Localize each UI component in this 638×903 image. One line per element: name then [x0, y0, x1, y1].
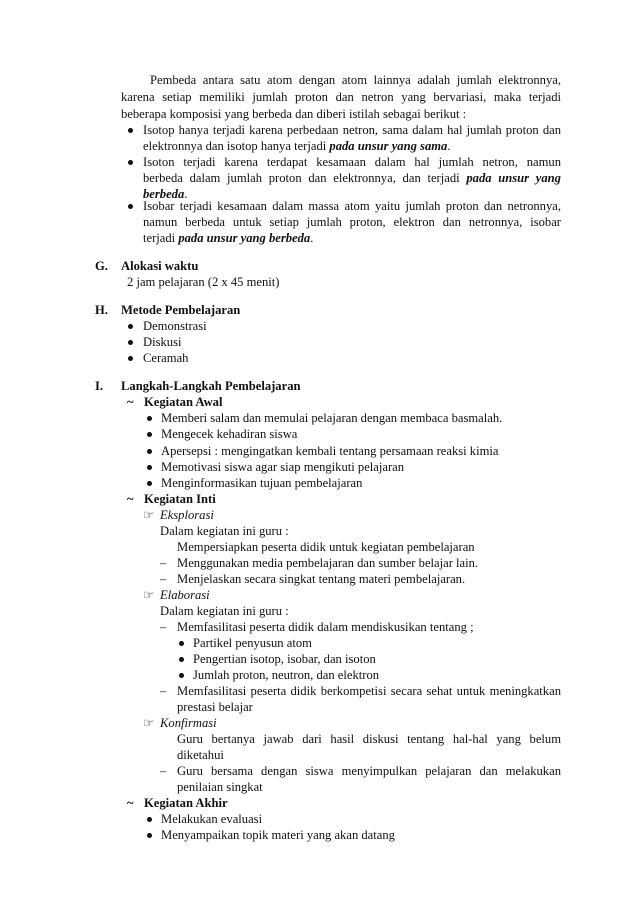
dash-icon: – — [160, 572, 167, 586]
metode-item: Ceramah — [143, 351, 189, 365]
elaborasi-title: Elaborasi — [160, 588, 210, 602]
kegiatan-akhir-title: Kegiatan Akhir — [144, 796, 228, 810]
section-i-title: Langkah-Langkah Pembelajaran — [121, 379, 301, 393]
bullet-icon — [147, 416, 152, 421]
akhir-item: Menyampaikan topik materi yang akan datang — [161, 828, 395, 842]
bullet-icon — [147, 465, 152, 470]
isobar-line-1: Isobar terjadi kesamaan dalam massa atom yaitu jumlah proton dan netronnya, — [143, 199, 561, 213]
pointing-hand-icon: ☞ — [143, 716, 155, 730]
bullet-icon — [179, 641, 184, 646]
bullet-icon — [147, 432, 152, 437]
bullet-icon — [179, 657, 184, 662]
section-i-letter: I. — [95, 379, 104, 393]
bullet-icon — [147, 817, 152, 822]
tilde-icon: ~ — [127, 395, 134, 409]
isobar-line-2: namun berbeda untuk setiap jumlah proton, elektron dan netronnya, isobar — [143, 215, 561, 229]
bullet-icon — [147, 481, 152, 486]
bullet-icon — [128, 160, 133, 165]
awal-item: Mengecek kehadiran siswa — [161, 427, 298, 441]
eksplorasi-dash-item: Menjelaskan secara singkat tentang materi pembelajaran. — [177, 572, 466, 586]
bullet-icon — [179, 673, 184, 678]
bullet-icon — [128, 356, 133, 361]
eksplorasi-dash-item: Menggunakan media pembelajaran dan sumber belajar lain. — [177, 556, 479, 570]
elaborasi-sub-item: Pengertian isotop, isobar, dan isoton — [193, 652, 376, 666]
elaborasi-dash-item-cont: prestasi belajar — [177, 700, 253, 714]
bullet-icon — [128, 340, 133, 345]
kegiatan-inti-title: Kegiatan Inti — [144, 492, 216, 506]
konfirmasi-line-2: diketahui — [177, 748, 224, 762]
isotop-line-1: Isotop hanya terjadi karena perbedaan netron, sama dalam hal jumlah proton dan — [143, 123, 561, 137]
dash-icon: – — [160, 764, 167, 778]
dash-icon: – — [160, 684, 167, 698]
konfirmasi-dash-item: Guru bersama dengan siswa menyimpulkan pelajaran dan melakukan — [177, 764, 561, 778]
bullet-icon — [128, 204, 133, 209]
bullet-icon — [128, 128, 133, 133]
section-h-title: Metode Pembelajaran — [121, 303, 241, 317]
dash-icon: – — [160, 620, 167, 634]
tilde-icon: ~ — [127, 492, 134, 506]
bullet-icon — [128, 324, 133, 329]
eksplorasi-intro: Dalam kegiatan ini guru : — [160, 524, 289, 538]
intro-line-3: beberapa komposisi yang berbeda dan diberi istilah sebagai berikut : — [121, 107, 467, 121]
isotop-line-2: elektronnya dan isotop hanya terjadi pada unsur yang sama. — [143, 139, 451, 153]
isoton-line-1: Isoton terjadi karena terdapat kesamaan dalam hal jumlah netron, namun — [143, 155, 561, 169]
eksplorasi-line: Mempersiapkan peserta didik untuk kegiatan pembelajaran — [177, 540, 475, 554]
section-g-text: 2 jam pelajaran (2 x 45 menit) — [127, 275, 280, 289]
awal-item: Memotivasi siswa agar siap mengikuti pelajaran — [161, 460, 405, 474]
elaborasi-intro: Dalam kegiatan ini guru : — [160, 604, 289, 618]
bullet-icon — [147, 449, 152, 454]
kegiatan-awal-title: Kegiatan Awal — [144, 395, 223, 409]
section-h-letter: H. — [95, 303, 108, 317]
isoton-line-2: berbeda dalam jumlah proton dan elektronnya, dan terjadi pada unsur yang — [143, 171, 561, 185]
intro-line-1: Pembeda antara satu atom dengan atom lainnya adalah jumlah elektronnya, — [150, 73, 561, 87]
konfirmasi-title: Konfirmasi — [160, 716, 217, 730]
elaborasi-dash-item: Memfasilitasi peserta didik dalam mendiskusikan tentang ; — [177, 620, 474, 634]
elaborasi-sub-item: Jumlah proton, neutron, dan elektron — [193, 668, 380, 682]
section-g-letter: G. — [95, 259, 108, 273]
metode-item: Diskusi — [143, 335, 182, 349]
pointing-hand-icon: ☞ — [143, 508, 155, 522]
isobar-line-3: terjadi pada unsur yang berbeda. — [143, 231, 314, 245]
elaborasi-dash-item: Memfasilitasi peserta didik berkompetisi secara sehat untuk meningkatkan — [177, 684, 561, 698]
pointing-hand-icon: ☞ — [143, 588, 155, 602]
bullet-icon — [147, 833, 152, 838]
tilde-icon: ~ — [127, 796, 134, 810]
section-g-title: Alokasi waktu — [121, 259, 199, 273]
isoton-line-3: berbeda. — [143, 187, 188, 201]
intro-line-2: karena setiap memiliki jumlah proton dan netron yang bervariasi, maka terjadi — [121, 90, 561, 104]
elaborasi-sub-item: Partikel penyusun atom — [193, 636, 312, 650]
eksplorasi-title: Eksplorasi — [160, 508, 214, 522]
dash-icon: – — [160, 556, 167, 570]
konfirmasi-line-1: Guru bertanya jawab dari hasil diskusi tentang hal-hal yang belum — [177, 732, 561, 746]
metode-item: Demonstrasi — [143, 319, 207, 333]
konfirmasi-dash-item-cont: penilaian singkat — [177, 780, 263, 794]
awal-item: Memberi salam dan memulai pelajaran dengan membaca basmalah. — [161, 411, 503, 425]
awal-item: Menginformasikan tujuan pembelajaran — [161, 476, 363, 490]
awal-item: Apersepsi : mengingatkan kembali tentang persamaan reaksi kimia — [161, 444, 499, 458]
akhir-item: Melakukan evaluasi — [161, 812, 263, 826]
